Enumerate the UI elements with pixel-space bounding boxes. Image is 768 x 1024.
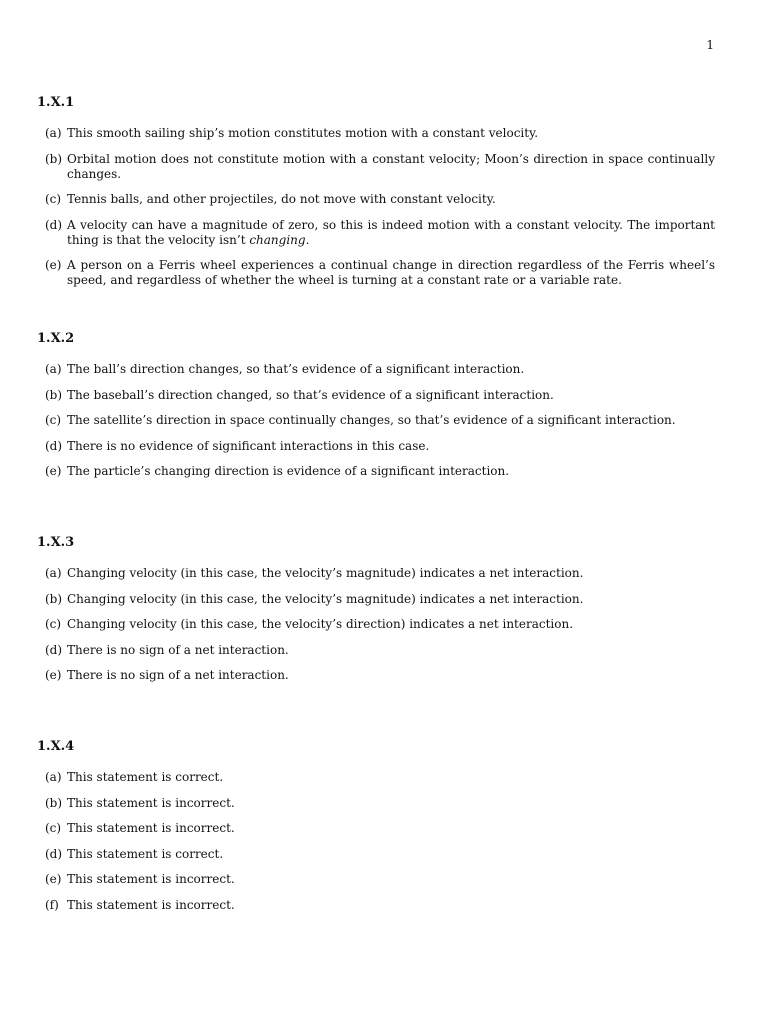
- item-label: (d): [45, 217, 63, 232]
- answer-item-f: [37, 898, 715, 913]
- answer-item-d: [37, 218, 715, 248]
- answer-item-a: [37, 126, 715, 141]
- section-title: 1.X.2: [37, 331, 75, 346]
- item-text: Changing velocity (in this case, the velocity’s magnitude) indicates a net interaction.: [67, 566, 584, 580]
- section-1x1: [37, 95, 715, 299]
- item-text: This statement is incorrect.: [67, 897, 235, 912]
- section-title: 1.X.1: [37, 95, 75, 110]
- item-text: Changing velocity (in this case, the velocity’s direction) indicates a net interaction.: [67, 617, 574, 631]
- item-label: (a): [45, 126, 62, 140]
- answer-item-d: [37, 643, 715, 658]
- answer-item-c: [37, 192, 715, 207]
- item-text: Tennis balls, and other projectiles, do not move with constant velocity.: [67, 192, 496, 206]
- answer-item-a: [37, 566, 715, 581]
- item-text: The baseball’s direction changed, so that’s evidence of a significant interaction.: [67, 387, 554, 402]
- item-label: (f): [45, 897, 59, 912]
- item-label: (d): [45, 642, 63, 657]
- answer-item-d: [37, 439, 715, 454]
- answer-item-a: [37, 362, 715, 377]
- item-label: (c): [45, 192, 62, 206]
- item-text: There is no sign of a net interaction.: [67, 642, 289, 657]
- item-text: The ball’s direction changes, so that’s evidence of a significant interaction.: [67, 362, 525, 376]
- item-label: (a): [45, 362, 62, 376]
- item-text: This statement is correct.: [67, 846, 224, 861]
- item-label: (c): [45, 821, 62, 835]
- item-label: (e): [45, 872, 62, 886]
- answer-item-b: [37, 152, 715, 182]
- item-text: The particle’s changing direction is evidence of a significant interaction.: [67, 464, 510, 478]
- item-text: The satellite’s direction in space continually changes, so that’s evidence of a significant interaction.: [67, 413, 676, 427]
- item-label: (d): [45, 846, 63, 861]
- section-1x2: [37, 331, 715, 490]
- answer-item-d: [37, 847, 715, 862]
- answer-item-e: [37, 872, 715, 887]
- section-title: 1.X.3: [37, 535, 75, 550]
- item-label: (b): [45, 151, 63, 166]
- answer-item-c: [37, 821, 715, 836]
- item-label: (e): [45, 464, 62, 478]
- answer-item-e: [37, 258, 715, 288]
- answer-list: [37, 126, 715, 288]
- answer-item-b: [37, 796, 715, 811]
- item-text: [67, 218, 715, 248]
- item-label: (c): [45, 413, 62, 427]
- item-text-tail: .: [305, 232, 310, 247]
- item-label: (a): [45, 770, 62, 784]
- item-label: (b): [45, 795, 63, 810]
- item-label: (d): [45, 438, 63, 453]
- item-text: A person on a Ferris wheel experiences a continual change in direction regardless of the Ferris wheel’s speed, and regardless of whether the wheel is turning at a constant rate or a variable rate.: [67, 258, 715, 287]
- answer-list: [37, 770, 715, 913]
- answer-item-a: [37, 770, 715, 785]
- item-text-emphasis: changing: [249, 232, 306, 247]
- answer-item-c: [37, 413, 715, 428]
- section-1x4: [37, 739, 715, 923]
- item-label: (e): [45, 668, 62, 682]
- item-text: There is no sign of a net interaction.: [67, 668, 289, 682]
- section-1x3: [37, 535, 715, 694]
- answer-item-b: [37, 388, 715, 403]
- answer-list: [37, 362, 715, 479]
- item-label: (c): [45, 617, 62, 631]
- answer-item-b: [37, 592, 715, 607]
- item-text: This statement is incorrect.: [67, 795, 235, 810]
- item-text: This smooth sailing ship’s motion constitutes motion with a constant velocity.: [67, 126, 539, 140]
- answer-list: [37, 566, 715, 683]
- item-text: Orbital motion does not constitute motion with a constant velocity; Moon’s direction in space continually changes.: [67, 151, 715, 181]
- item-text-main: A velocity can have a magnitude of zero, so this is indeed motion with a constant velocity. The important thing is that the velocity isn’t: [67, 217, 715, 247]
- answer-item-c: [37, 617, 715, 632]
- item-text: This statement is incorrect.: [67, 872, 235, 886]
- page-number: 1: [706, 38, 714, 52]
- item-text: There is no evidence of significant interactions in this case.: [67, 438, 430, 453]
- item-text: This statement is incorrect.: [67, 821, 235, 835]
- item-label: (e): [45, 258, 62, 272]
- answer-item-e: [37, 668, 715, 683]
- item-label: (b): [45, 387, 63, 402]
- item-label: (a): [45, 566, 62, 580]
- item-label: (b): [45, 591, 63, 606]
- item-text: Changing velocity (in this case, the velocity’s magnitude) indicates a net interaction.: [67, 591, 584, 606]
- answer-item-e: [37, 464, 715, 479]
- section-title: 1.X.4: [37, 739, 75, 754]
- item-text: This statement is correct.: [67, 770, 224, 784]
